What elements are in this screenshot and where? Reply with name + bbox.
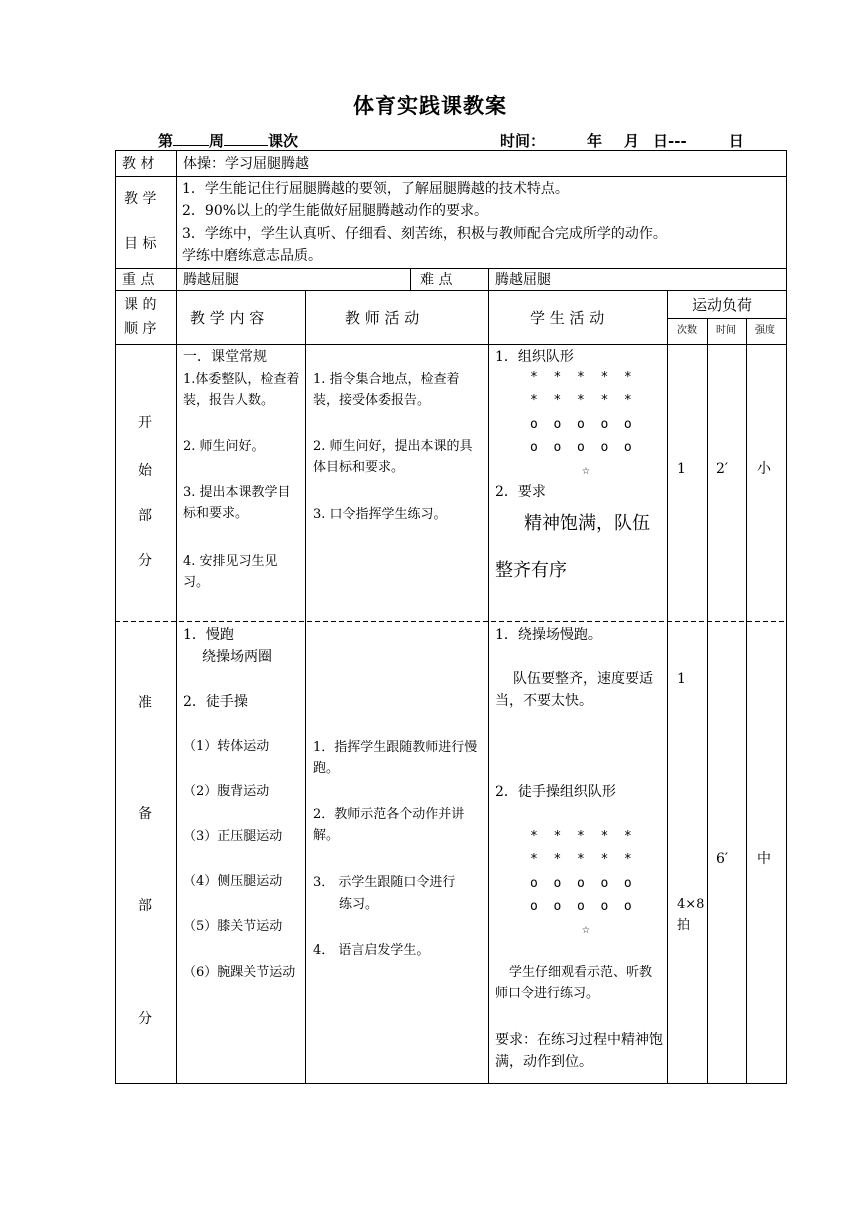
section1-formation-row-4: o o o o o <box>530 440 632 455</box>
section2-formation-row-3: o o o o o <box>530 876 632 891</box>
month-label: 月 <box>624 132 640 150</box>
section2-teacher-3a: 3． 示学生跟随口令进行 <box>313 875 456 890</box>
section1-content-4: 4. 安排见习生见习。 <box>183 554 278 590</box>
objective-label-1: 教 学 <box>124 191 157 207</box>
teacher-star-icon: ☆ <box>582 463 590 478</box>
key-point-value: 腾越屈腿 <box>183 272 239 288</box>
section1-formation-row-2: * * * * * <box>530 393 632 408</box>
time-header: 时间 <box>716 325 736 336</box>
section2-teacher-1: 1．指挥学生跟随教师进行慢跑。 <box>313 740 478 776</box>
section2-char-2: 备 <box>138 806 152 822</box>
load-header: 运动负荷 <box>692 296 753 314</box>
objective-3: 3．学练中，学生认真听、仔细看、刻苦练，积极与教师配合完成所学的动作。 <box>182 226 667 242</box>
lesson-suffix: 课次 <box>268 132 299 150</box>
objective-2: 2．90%以上的学生能做好屈腿腾越动作的要求。 <box>182 203 489 219</box>
section2-student-1: 1．绕操场慢跑。 <box>495 627 602 643</box>
section1-content-title: 一．课堂常规 <box>183 349 267 365</box>
section2-count-2: 4×8拍 <box>677 897 705 933</box>
section1-formation-row-3: o o o o o <box>530 417 632 432</box>
material-value: 体操：学习屈腿腾越 <box>183 156 309 172</box>
section1-content-3: 3. 提出本课教学目标和要求。 <box>183 485 291 521</box>
section1-content-2: 2. 师生问好。 <box>183 439 265 454</box>
teacher-header: 教 师 活 动 <box>345 309 420 327</box>
section2-char-3: 部 <box>138 898 152 914</box>
exercise-6: （6）腕踝关节运动 <box>183 965 296 980</box>
intensity-header: 强度 <box>755 325 775 336</box>
section1-count: 1 <box>677 461 686 477</box>
day-label: 日 <box>728 132 744 150</box>
exercise-5: （5）膝关节运动 <box>183 919 283 934</box>
week-mid: 周 <box>209 132 225 150</box>
section1-intensity: 小 <box>757 461 771 477</box>
exercise-3: （3）正压腿运动 <box>183 829 283 844</box>
objective-label-2: 目 标 <box>124 236 157 252</box>
week-prefix: 第 <box>158 132 174 150</box>
section2-formation-row-2: * * * * * <box>530 852 632 867</box>
objective-1: 1．学生能记住行屈腿腾越的要领，了解屈腿腾越的技术特点。 <box>182 181 569 197</box>
section2-content-1: 1．慢跑 <box>183 627 234 643</box>
section2-content-2: 2．徒手操 <box>183 694 248 710</box>
section1-teacher-1: 1. 指令集合地点，检查着装，接受体委报告。 <box>313 372 460 408</box>
material-label: 教 材 <box>122 156 155 172</box>
section2-content-1b: 绕操场两圈 <box>202 649 272 665</box>
difficulty-value: 腾越屈腿 <box>495 272 551 288</box>
section1-student-h1: 1．组织队形 <box>495 349 574 365</box>
student-header: 学 生 活 动 <box>530 309 605 327</box>
objective-4: 学练中磨练意志品质。 <box>182 248 322 264</box>
section2-time: 6′ <box>716 851 729 867</box>
exercise-4: （4）侧压腿运动 <box>183 874 283 889</box>
section2-teacher-4: 4． 语言启发学生。 <box>313 943 430 958</box>
section2-student-4: 要求：在练习过程中精神饱满，动作到位。 <box>495 1032 663 1070</box>
exercise-1: （1）转体运动 <box>183 739 270 754</box>
section1-student-req-2: 整齐有序 <box>495 560 567 581</box>
section1-student-h2: 2．要求 <box>495 484 546 500</box>
section2-teacher-3b: 练习。 <box>339 897 379 912</box>
section2-student-1b: 队伍要整齐，速度要适当，不要太快。 <box>495 671 653 709</box>
order-header-2: 顺 序 <box>124 321 157 337</box>
section2-count-1: 1 <box>677 671 686 687</box>
section1-formation-row-1: * * * * * <box>530 370 632 385</box>
section2-student-2: 2．徒手操组织队形 <box>495 784 616 800</box>
section2-intensity: 中 <box>757 851 771 867</box>
count-header: 次数 <box>677 325 697 336</box>
section1-teacher-3: 3. 口令指挥学生练习。 <box>313 507 447 522</box>
section2-teacher-2: 2．教师示范各个动作并讲解。 <box>313 807 465 843</box>
exercise-2: （2）腹背运动 <box>183 784 270 799</box>
section2-student-3: 学生仔细观看示范、听教师口令进行练习。 <box>495 965 653 1001</box>
day-range-label: 日--- <box>653 132 687 150</box>
section2-char-4: 分 <box>138 1011 152 1027</box>
content-header: 教 学 内 容 <box>190 309 265 327</box>
section1-char-3: 部 <box>138 508 152 524</box>
section1-teacher-2: 2. 师生问好，提出本课的具体目标和要求。 <box>313 439 473 475</box>
section1-char-1: 开 <box>138 415 152 431</box>
order-header-1: 课 的 <box>124 297 157 313</box>
section2-formation-row-1: * * * * * <box>530 829 632 844</box>
section1-time: 2′ <box>716 461 729 477</box>
page-title: 体育实践课教案 <box>353 93 507 118</box>
key-point-label: 重 点 <box>122 272 155 288</box>
time-label: 时间： <box>500 132 546 150</box>
difficulty-label: 难 点 <box>420 272 453 288</box>
section1-char-4: 分 <box>138 553 152 569</box>
section2-formation-row-4: o o o o o <box>530 899 632 914</box>
section2-char-1: 准 <box>138 695 152 711</box>
year-label: 年 <box>587 132 603 150</box>
section2-teacher-star-icon: ☆ <box>582 922 590 937</box>
section1-char-2: 始 <box>138 463 152 479</box>
section1-student-req-1: 精神饱满，队伍 <box>524 513 650 534</box>
section1-content-1: 1.体委整队，检查着装，报告人数。 <box>183 372 300 408</box>
